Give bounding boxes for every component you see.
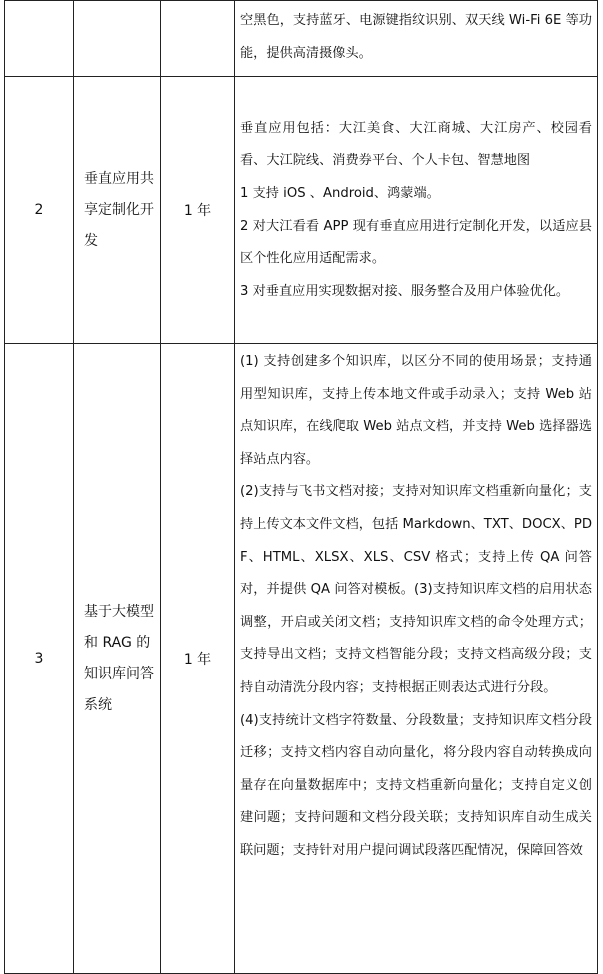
row-description [235, 77, 598, 344]
description-paragraph: 3 对垂直应用实现数据对接、服务整合及用户体验优化。 [240, 283, 570, 299]
row-name-text: 垂直应用共享定制化开发 [84, 170, 154, 249]
description-paragraph: 垂直应用包括：大江美食、大江商城、大江房产、校园看看、大江院线、消费券平台、个人卡包、智慧地图 [240, 120, 592, 169]
description-paragraph: (4)支持统计文档字符数量、分段数量；支持知识库文档分段迁移；支持文档内容自动向量化，将分段内容自动转换成向量存在向量数据库中；支持文档重新向量化；支持自定义创建问题；支持问题和文档分段关联；支持知识库自动生成关联问题；支持针对用户提问调试段落匹配情况，保障回答效 [240, 712, 592, 858]
table-row [5, 77, 598, 344]
row-index [5, 1, 74, 77]
table-row [5, 344, 598, 974]
row-name [74, 1, 161, 77]
row-index: 3 [5, 344, 74, 974]
table-row [5, 1, 598, 77]
description-paragraph: (2)支持与飞书文档对接；支持对知识库文档重新向量化；支持上传文本文件文档，包括 Markdown、TXT、DOCX、PDF、HTML、XLSX、XLS、CSV 格式；支持上传 QA 问答对，并提供 QA 问答对模板。(3)支持知识库文档的启用状态调整，开启或关闭文档；支持知识库文档的命令处理方式；支持导出文档；支持文档智能分段；支持文档高级分段；支持自动清洗分段内容；支持根据正则表达式进行分段。 [240, 484, 592, 695]
row-term [161, 1, 235, 77]
description-paragraph: 1 支持 iOS 、Android、鸿蒙端。 [240, 185, 440, 201]
row-index: 2 [5, 77, 74, 344]
description-paragraph: 空黑色，支持蓝牙、电源键指纹识别、双天线 Wi-Fi 6E 等功能，提供高清摄像头。 [240, 13, 592, 61]
spec-table [4, 0, 598, 974]
row-name-text: 基于大模型和 RAG 的知识库问答系统 [84, 603, 154, 713]
description-paragraph: 2 对大江看看 APP 现有垂直应用进行定制化开发，以适应县区个性化应用适配需求。 [240, 218, 592, 267]
row-term: 1 年 [161, 77, 235, 344]
row-term: 1 年 [161, 344, 235, 974]
row-name [74, 344, 161, 974]
row-name [74, 77, 161, 344]
row-description [235, 344, 598, 974]
row-description [235, 1, 598, 77]
description-paragraph: (1) 支持创建多个知识库，以区分不同的使用场景；支持通用型知识库，支持上传本地文件或手动录入；支持 Web 站点知识库，在线爬取 Web 站点文档，并支持 Web 选择器选择站点内容。 [240, 354, 592, 467]
